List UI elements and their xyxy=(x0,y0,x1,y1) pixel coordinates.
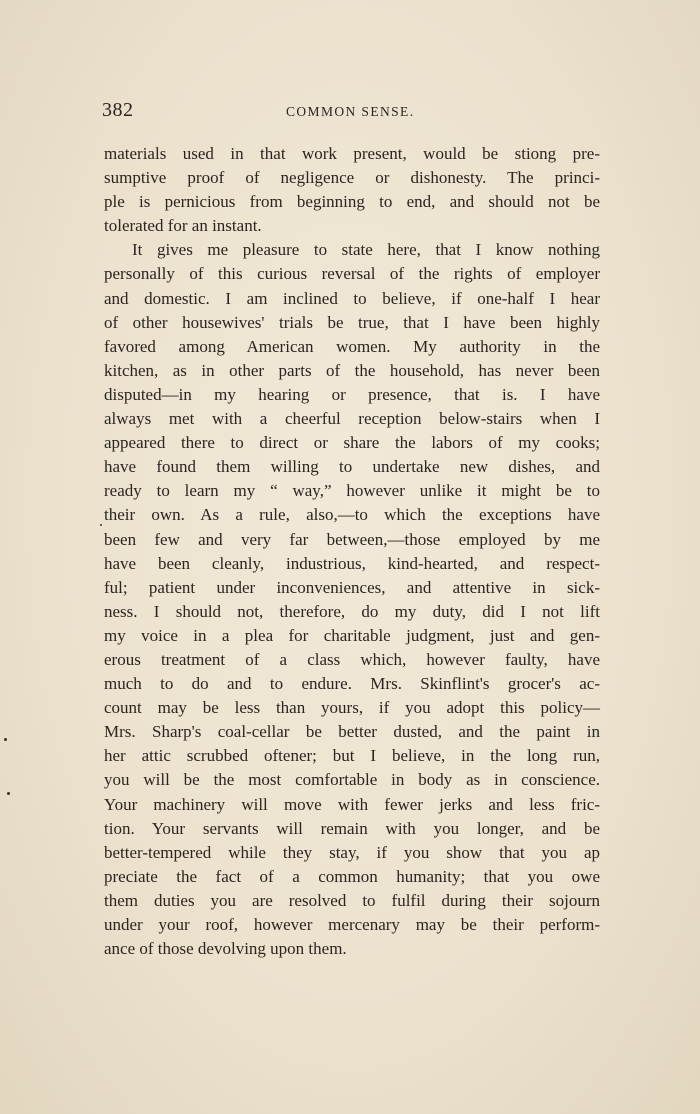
text-line: preciate the fact of a common humanity; that you owe xyxy=(104,866,600,886)
text-line: always met with a cheerful reception below-stairs when I xyxy=(104,409,600,429)
text-line: of other housewives' trials be true, that I have been highly xyxy=(104,312,600,332)
text-line: her attic scrubbed oftener; but I believe, in the long run, xyxy=(104,746,600,766)
text-line: ful; patient under inconveniences, and attentive in sick- xyxy=(104,577,600,597)
text-line: count may be less than yours, if you adopt this policy— xyxy=(104,698,600,718)
text-line: have found them willing to undertake new dishes, and xyxy=(104,457,600,477)
text-line: It gives me pleasure to state here, that I know nothing xyxy=(132,240,600,260)
paper-speck xyxy=(4,738,7,741)
text-line: kitchen, as in other parts of the household, has never been xyxy=(104,360,600,380)
text-line: much to do and to endure. Mrs. Skinflint's grocer's ac- xyxy=(104,674,600,694)
text-line: disputed—in my hearing or presence, that is. I have xyxy=(104,384,600,404)
text-line: their own. As a rule, also,—to which the exceptions have xyxy=(104,505,600,525)
text-line: Your machinery will move with fewer jerks and less fric- xyxy=(104,794,600,814)
text-line: ple is pernicious from beginning to end, and should not be xyxy=(104,192,600,212)
text-line: ance of those devolving upon them. xyxy=(104,939,347,959)
text-line: Mrs. Sharp's coal-cellar be better dusted, and the paint in xyxy=(104,722,600,742)
text-line: ness. I should not, therefore, do my duty, did I not lift xyxy=(104,601,600,621)
text-line: favored among American women. My authority in the xyxy=(104,336,600,356)
text-line: been few and very far between,—those employed by me xyxy=(104,529,600,549)
text-line: my voice in a plea for charitable judgment, just and gen- xyxy=(104,625,600,645)
text-line: under your roof, however mercenary may be their perform- xyxy=(104,915,600,934)
text-line: and domestic. I am inclined to believe, if one-half I hear xyxy=(104,288,600,308)
text-line: have been cleanly, industrious, kind-hearted, and respect- xyxy=(104,553,600,573)
page-header xyxy=(102,97,602,127)
running-head: COMMON SENSE. xyxy=(286,104,415,119)
text-line: erous treatment of a class which, however faulty, have xyxy=(104,649,600,669)
text-line: tolerated for an instant. xyxy=(104,216,262,236)
text-line: you will be the most comfortable in body as in conscience. xyxy=(104,770,600,790)
text-line: materials used in that work present, would be stiong pre- xyxy=(104,144,600,163)
text-line: better-tempered while they stay, if you show that you ap xyxy=(104,842,600,862)
text-line: tion. Your servants will remain with you longer, and be xyxy=(104,818,600,838)
body-text xyxy=(104,142,600,961)
paper-speck xyxy=(100,524,102,526)
text-line: personally of this curious reversal of the rights of employer xyxy=(104,264,600,284)
text-line: them duties you are resolved to fulfil during their sojourn xyxy=(104,890,600,910)
text-line: ready to learn my “ way,” however unlike it might be to xyxy=(104,481,600,501)
paper-speck xyxy=(7,792,10,795)
page-number: 382 xyxy=(102,99,134,121)
text-line: sumptive proof of negligence or dishonesty. The princi- xyxy=(104,168,600,188)
text-line: appeared there to direct or share the labors of my cooks; xyxy=(104,433,600,453)
